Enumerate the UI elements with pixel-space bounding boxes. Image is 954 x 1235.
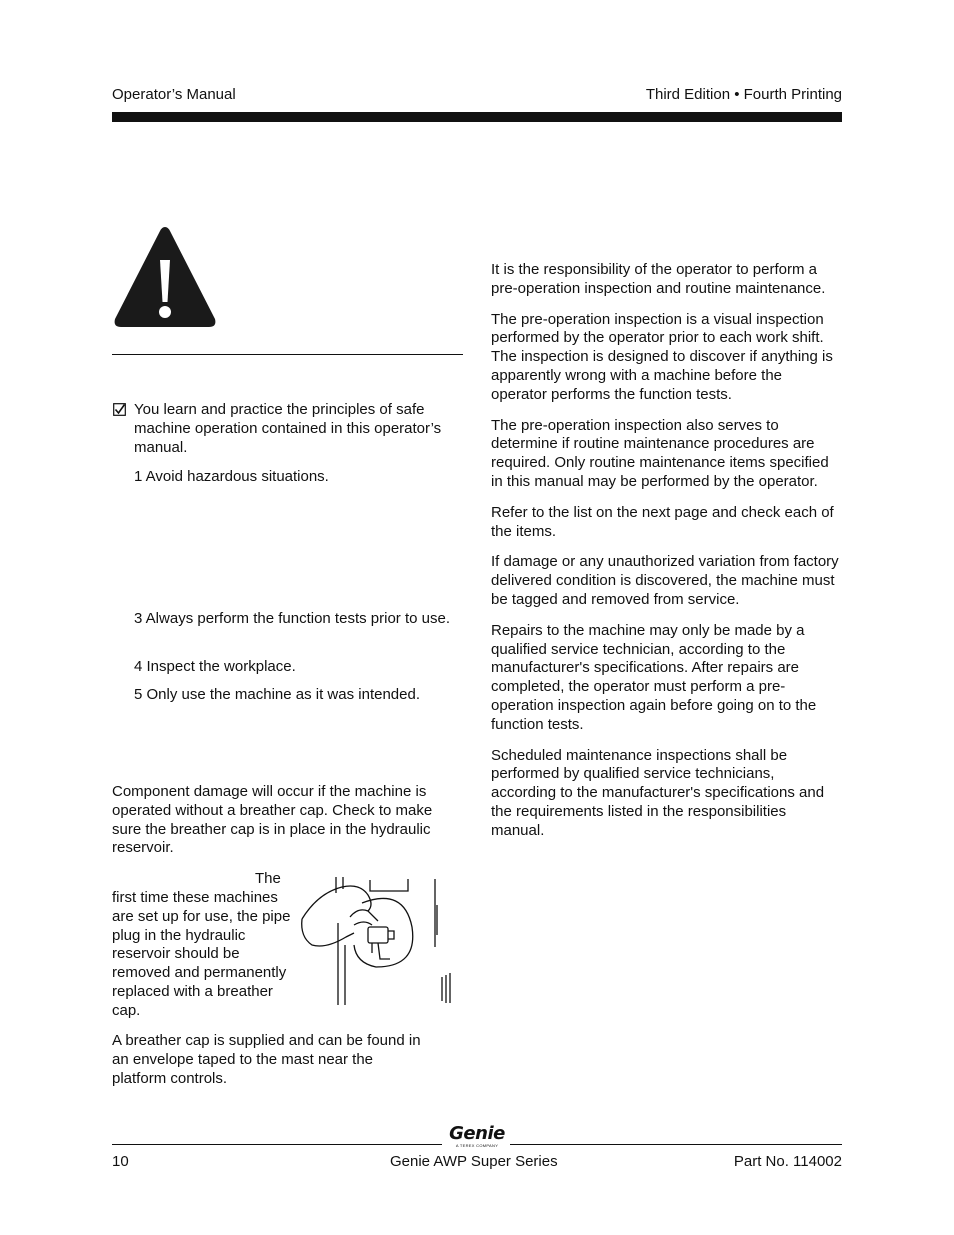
breather-cap-illustration [298, 875, 458, 1007]
footer-title: Genie AWP Super Series [390, 1153, 558, 1170]
paragraph: Refer to the list on the next page and check each of the items. [491, 503, 834, 540]
numbered-item-3: 3 Always perform the function tests prior to use. [134, 610, 450, 627]
warning-triangle-icon [111, 224, 219, 330]
breather-note-body: first time these machines are set up for use, the pipe plug in the hydraulic reservoir should be removed and permanently replaced with a breather cap. [112, 889, 291, 1019]
numbered-item-4: 4 Inspect the workplace. [134, 658, 296, 675]
checkbox-checked-icon [113, 403, 126, 416]
numbered-item-5: 5 Only use the machine as it was intended. [134, 686, 420, 703]
paragraph: Scheduled maintenance inspections shall be performed by qualified service technicians, according to the manufacturer's specifications and the requirements listed in the responsibilities manual. [491, 746, 825, 839]
paragraph: If damage or any unauthorized variation from factory delivered condition is discovered, the machine must be tagged and removed from service. [491, 553, 839, 608]
paragraph: The pre-operation inspection also serves to determine if routine maintenance procedures are required. Only routine maintenance items specified in this manual may be performed by the operator. [491, 416, 829, 490]
genie-logo-subtext: A TEREX COMPANY [455, 1143, 499, 1148]
part-number: Part No. 114002 [733, 1153, 842, 1170]
checklist-item-text: You learn and practice the principles of safe machine operation contained in this operator’s manual. [134, 401, 442, 456]
right-column [491, 261, 841, 853]
genie-logo [447, 1125, 507, 1148]
numbered-item-1: 1 Avoid hazardous situations. [134, 468, 329, 485]
genie-logo-text: Genie [449, 1123, 505, 1144]
paragraph: Repairs to the machine may only be made by a qualified service technician, according to the manufacturer's specifications. After repairs are completed, the operator must perform a pre-operation inspection again before going on to the function tests. [491, 621, 817, 733]
page-number: 10 [112, 1153, 129, 1170]
header-rule [112, 112, 842, 122]
breather-supply-text: A breather cap is supplied and can be found in an envelope taped to the mast near the platform controls. [112, 1032, 421, 1087]
breather-note-lead: The [255, 870, 281, 887]
caution-text: Component damage will occur if the machine is operated without a breather cap. Check to make sure the breather cap is in place in the hydraulic reservoir. [112, 783, 433, 857]
footer-rule-left [112, 1144, 442, 1145]
header-right: Third Edition • Fourth Printing [645, 86, 842, 103]
paragraph: It is the responsibility of the operator to perform a pre-operation inspection and routine maintenance. [491, 261, 826, 297]
paragraph: The pre-operation inspection is a visual inspection performed by the operator prior to each work shift. The inspection is designed to discover if anything is apparently wrong with a machine before the operator performs the function tests. [491, 310, 833, 403]
section-rule [112, 354, 463, 355]
header-left: Operator’s Manual [112, 86, 236, 103]
footer-rule-right [510, 1144, 842, 1145]
